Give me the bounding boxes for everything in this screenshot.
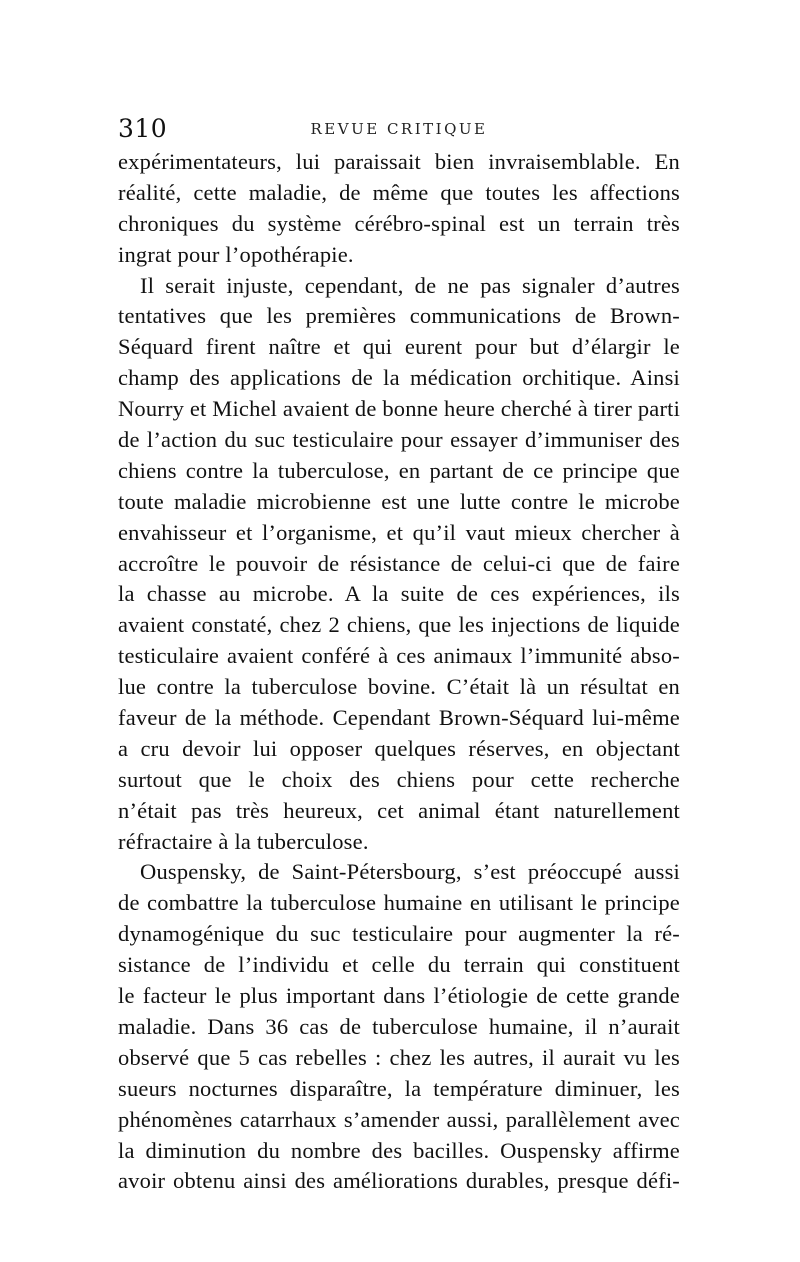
text-line: de combattre la tuberculose humaine en utilisant le principe bbox=[118, 890, 680, 916]
text-line: expérimentateurs, lui paraissait bien invraisemblable. En bbox=[118, 149, 680, 174]
text-line: la chasse au microbe. A la suite de ces expériences, ils bbox=[118, 581, 680, 607]
text-line: chroniques du système cérébro-spinal est un terrain très bbox=[118, 210, 680, 236]
text-line: avaient constaté, chez 2 chiens, que les injections de liquide bbox=[118, 612, 680, 638]
text-line: toute maladie microbienne est une lutte contre le microbe bbox=[118, 488, 680, 514]
text-line: Ouspensky, de Saint-Pétersbourg, s’est préoccupé aussi bbox=[140, 859, 680, 885]
text-line: Il serait injuste, cependant, de ne pas signaler d’autres bbox=[140, 272, 680, 298]
text-line: sistance de l’individu et celle du terrain qui constituent bbox=[118, 952, 680, 978]
text-line: faveur de la méthode. Cependant Brown-Séquard lui-même bbox=[118, 705, 680, 731]
text-line: chiens contre la tuberculose, en partant de ce principe que bbox=[118, 457, 680, 483]
text-line: phénomènes catarrhaux s’amender aussi, parallèlement avec bbox=[118, 1106, 680, 1132]
text-line: dynamogénique du suc testiculaire pour augmenter la ré- bbox=[118, 921, 680, 947]
text-line: avoir obtenu ainsi des améliorations durables, presque défi- bbox=[118, 1168, 680, 1194]
text-line: envahisseur et l’organisme, et qu’il vaut mieux chercher à bbox=[118, 519, 680, 545]
text-line: sueurs nocturnes disparaître, la température diminuer, les bbox=[118, 1075, 680, 1101]
text-line: maladie. Dans 36 cas de tuberculose humaine, il n’aurait bbox=[118, 1013, 680, 1039]
text-line: a cru devoir lui opposer quelques réserves, en objectant bbox=[118, 735, 680, 761]
text-line: n’était pas très heureux, cet animal étant naturellement bbox=[118, 797, 680, 823]
text-line: Séquard firent naître et qui eurent pour but d’élargir le bbox=[118, 334, 680, 360]
text-line: champ des applications de la médication orchitique. Ainsi bbox=[118, 365, 680, 391]
page-number: 310 bbox=[118, 114, 168, 143]
text-line: surtout que le choix des chiens pour cette recherche bbox=[118, 766, 680, 792]
text-line: ingrat pour l’opothérapie. bbox=[118, 241, 354, 267]
text-line: de l’action du suc testiculaire pour essayer d’immuniser des bbox=[118, 427, 680, 453]
text-line: observé que 5 cas rebelles : chez les autres, il aurait vu les bbox=[118, 1044, 680, 1070]
running-head bbox=[118, 114, 680, 144]
body-text bbox=[118, 147, 680, 1197]
text-line: accroître le pouvoir de résistance de celui-ci que de faire bbox=[118, 550, 680, 576]
running-title: REVUE CRITIQUE bbox=[310, 120, 488, 138]
text-line: tentatives que les premières communications de Brown- bbox=[118, 303, 680, 329]
text-line: testiculaire avaient conféré à ces animaux l’immunité abso- bbox=[118, 643, 680, 669]
text-line: réfractaire à la tuberculose. bbox=[118, 828, 369, 854]
text-line: Nourry et Michel avaient de bonne heure cherché à tirer parti bbox=[118, 396, 680, 422]
text-line: réalité, cette maladie, de même que toutes les affections bbox=[118, 179, 680, 205]
text-line: la diminution du nombre des bacilles. Ouspensky affirme bbox=[118, 1137, 680, 1163]
text-line: lue contre la tuberculose bovine. C’était là un résultat en bbox=[118, 674, 680, 700]
text-line: le facteur le plus important dans l’étiologie de cette grande bbox=[118, 983, 680, 1009]
